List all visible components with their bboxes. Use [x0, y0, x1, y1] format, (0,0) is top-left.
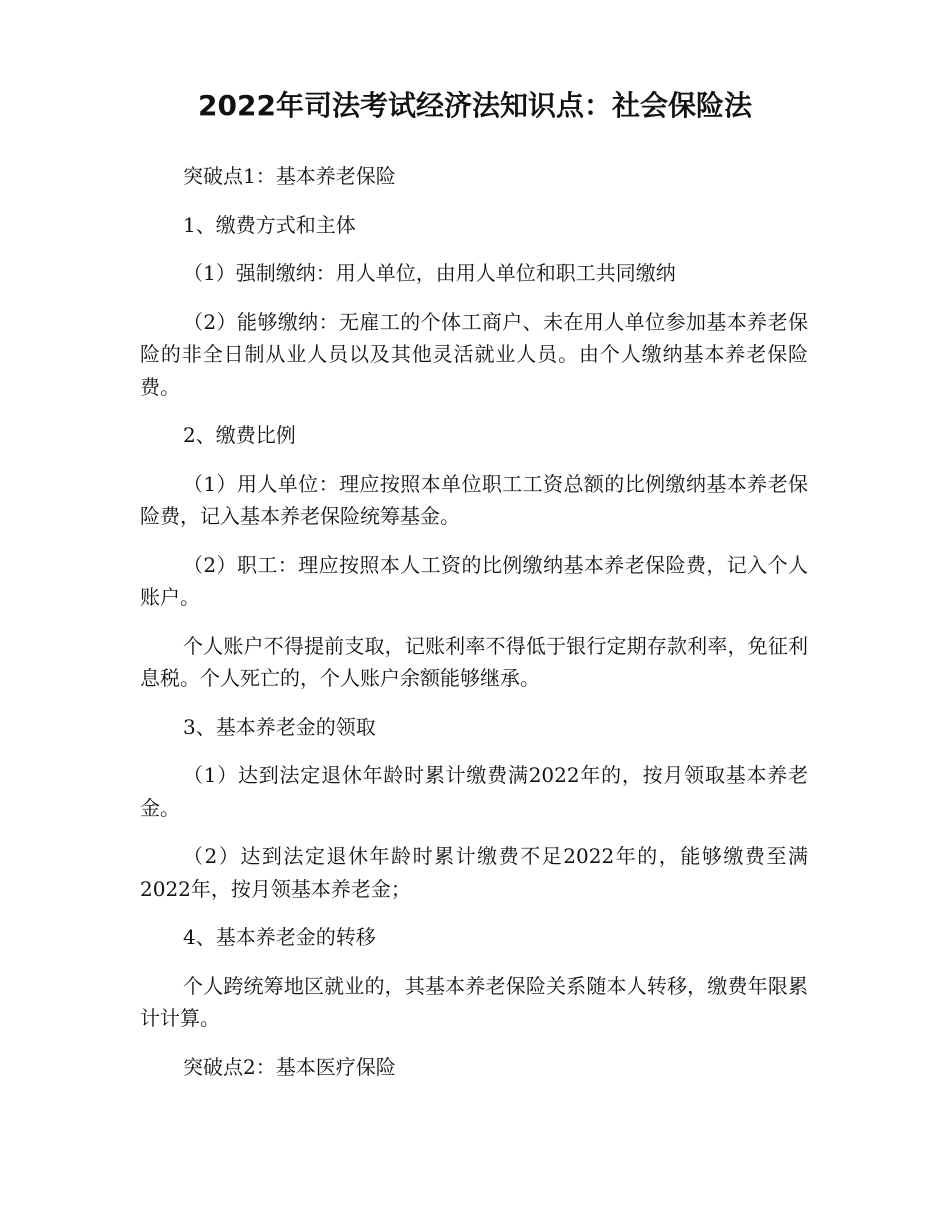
paragraph-employer-ratio: （1）用人单位：理应按照本单位职工工资总额的比例缴纳基本养老保险费，记入基本养老保险统筹基金。	[140, 471, 808, 528]
section-heading-1: 突破点1：基本养老保险	[183, 164, 396, 188]
subheading-payment-ratio: 2、缴费比例	[183, 423, 296, 447]
section-heading-2: 突破点2：基本医疗保险	[183, 1054, 396, 1079]
paragraph-employee-ratio: （2）职工：理应按照本人工资的比例缴纳基本养老保险费，记入个人账户。	[140, 552, 808, 609]
paragraph-voluntary-payment: （2）能够缴纳：无雇工的个体工商户、未在用人单位参加基本养老保险的非全日制从业人员以及其他灵活就业人员。由个人缴纳基本养老保险费。	[140, 309, 808, 399]
document-body	[140, 160, 808, 1099]
paragraph-mandatory-payment: （1）强制缴纳：用人单位，由用人单位和职工共同缴纳	[183, 261, 676, 285]
subheading-pension-collection: 3、基本养老金的领取	[183, 714, 376, 739]
document-title: 2022年司法考试经济法知识点：社会保险法	[198, 89, 752, 122]
subheading-pension-transfer: 4、基本养老金的转移	[183, 925, 376, 949]
paragraph-personal-account: 个人账户不得提前支取，记账利率不得低于银行定期存款利率，免征利息税。个人死亡的，个人账户余额能够继承。	[140, 633, 808, 690]
paragraph-cross-region: 个人跨统筹地区就业的，其基本养老保险关系随本人转移，缴费年限累计计算。	[140, 973, 808, 1030]
paragraph-collection-insufficient: （2）达到法定退休年龄时累计缴费不足2022年的，能够缴费至满2022年，按月领基本养老金；	[140, 844, 808, 901]
paragraph-collection-full: （1）达到法定退休年龄时累计缴费满2022年的，按月领取基本养老金。	[140, 763, 808, 820]
subheading-payment-method: 1、缴费方式和主体	[183, 212, 356, 237]
